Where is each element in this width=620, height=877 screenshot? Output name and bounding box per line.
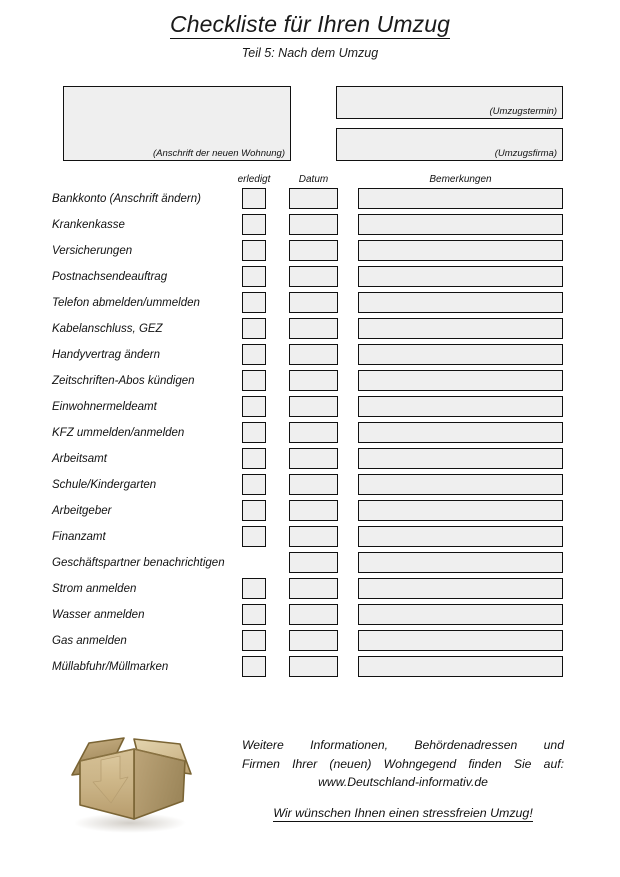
date-input[interactable] (289, 448, 338, 469)
address-field-caption: (Anschrift der neuen Wohnung) (152, 148, 285, 159)
done-checkbox[interactable] (242, 292, 266, 313)
table-row (0, 500, 620, 526)
done-checkbox[interactable] (242, 656, 266, 677)
date-input[interactable] (289, 396, 338, 417)
remarks-input[interactable] (358, 292, 563, 313)
date-input[interactable] (289, 240, 338, 261)
done-checkbox[interactable] (242, 188, 266, 209)
remarks-input[interactable] (358, 240, 563, 261)
table-row (0, 578, 620, 604)
column-header-date: Datum (298, 174, 329, 185)
done-checkbox[interactable] (242, 240, 266, 261)
row-label: Einwohnermeldeamt (52, 401, 157, 413)
page-subtitle: Teil 5: Nach dem Umzug (241, 46, 379, 60)
page-title (0, 10, 620, 38)
moving-date-field-caption: (Umzugstermin) (489, 106, 557, 117)
moving-company-field[interactable] (336, 128, 563, 161)
table-row (0, 292, 620, 318)
remarks-input[interactable] (358, 630, 563, 651)
remarks-input[interactable] (358, 318, 563, 339)
remarks-input[interactable] (358, 578, 563, 599)
moving-date-field[interactable] (336, 86, 563, 119)
remarks-input[interactable] (358, 370, 563, 391)
row-label: Versicherungen (52, 245, 133, 257)
date-input[interactable] (289, 422, 338, 443)
date-input[interactable] (289, 214, 338, 235)
moving-box-icon (58, 727, 198, 839)
table-row (0, 448, 620, 474)
row-label: Postnachsendeauftrag (52, 271, 168, 283)
row-label: Strom anmelden (52, 583, 137, 595)
row-label: Kabelanschluss, GEZ (52, 323, 163, 335)
remarks-input[interactable] (358, 266, 563, 287)
row-label: Arbeitgeber (52, 505, 112, 517)
remarks-input[interactable] (358, 656, 563, 677)
table-row (0, 422, 620, 448)
date-input[interactable] (289, 344, 338, 365)
date-input[interactable] (289, 318, 338, 339)
moving-company-field-caption: (Umzugsfirma) (494, 148, 557, 159)
table-row (0, 240, 620, 266)
row-label: Zeitschriften-Abos kündigen (52, 375, 195, 387)
row-label: Telefon abmelden/ummelden (52, 297, 200, 309)
date-input[interactable] (289, 578, 338, 599)
checklist-rows (0, 188, 620, 682)
address-field[interactable] (63, 86, 291, 161)
table-row (0, 604, 620, 630)
date-input[interactable] (289, 500, 338, 521)
page-title-text: Checkliste für Ihren Umzug (170, 11, 450, 37)
footer-line-2: Firmen Ihrer (neuen) Wohngegend finden Sie auf: (242, 756, 564, 771)
date-input[interactable] (289, 292, 338, 313)
date-input[interactable] (289, 604, 338, 625)
column-header-remarks: Bemerkungen (429, 174, 492, 185)
remarks-input[interactable] (358, 344, 563, 365)
done-checkbox[interactable] (242, 630, 266, 651)
row-label: Arbeitsamt (52, 453, 107, 465)
row-label: KFZ ummelden/anmelden (52, 427, 185, 439)
remarks-input[interactable] (358, 604, 563, 625)
row-label: Schule/Kindergarten (52, 479, 157, 491)
done-checkbox[interactable] (242, 214, 266, 235)
date-input[interactable] (289, 188, 338, 209)
footer-wish-text: Wir wünschen Ihnen einen stressfreien Umzug! (273, 806, 533, 820)
date-input[interactable] (289, 552, 338, 573)
remarks-input[interactable] (358, 474, 563, 495)
row-label: Handyvertrag ändern (52, 349, 161, 361)
date-input[interactable] (289, 656, 338, 677)
column-header-done: erledigt (237, 174, 271, 185)
remarks-input[interactable] (358, 552, 563, 573)
row-label: Müllabfuhr/Müllmarken (52, 661, 169, 673)
date-input[interactable] (289, 526, 338, 547)
table-row (0, 370, 620, 396)
done-checkbox[interactable] (242, 500, 266, 521)
row-label: Krankenkasse (52, 219, 125, 231)
date-input[interactable] (289, 370, 338, 391)
date-input[interactable] (289, 266, 338, 287)
done-checkbox[interactable] (242, 396, 266, 417)
row-label: Gas anmelden (52, 635, 127, 647)
done-checkbox[interactable] (242, 526, 266, 547)
row-label: Wasser anmelden (52, 609, 145, 621)
done-checkbox[interactable] (242, 604, 266, 625)
remarks-input[interactable] (358, 396, 563, 417)
date-input[interactable] (289, 630, 338, 651)
remarks-input[interactable] (358, 448, 563, 469)
row-label: Bankkonto (Anschrift ändern) (52, 193, 201, 205)
table-row (0, 526, 620, 552)
remarks-input[interactable] (358, 214, 563, 235)
table-row (0, 318, 620, 344)
done-checkbox[interactable] (242, 448, 266, 469)
remarks-input[interactable] (358, 500, 563, 521)
table-row (0, 266, 620, 292)
remarks-input[interactable] (358, 422, 563, 443)
table-row (0, 214, 620, 240)
table-row (0, 552, 620, 578)
table-row (0, 630, 620, 656)
table-row (0, 474, 620, 500)
done-checkbox[interactable] (242, 266, 266, 287)
done-checkbox[interactable] (242, 422, 266, 443)
footer-paragraph (242, 736, 564, 792)
remarks-input[interactable] (358, 188, 563, 209)
date-input[interactable] (289, 474, 338, 495)
table-row (0, 188, 620, 214)
done-checkbox[interactable] (242, 344, 266, 365)
footer-website: www.Deutschland-informativ.de (318, 775, 488, 789)
footer-wish (242, 806, 564, 820)
row-label: Finanzamt (52, 531, 106, 543)
table-row (0, 396, 620, 422)
footer-line-1: Weitere Informationen, Behördenadressen und (242, 738, 564, 752)
table-row (0, 344, 620, 370)
row-label: Geschäftspartner benachrichtigen (52, 557, 225, 569)
remarks-input[interactable] (358, 526, 563, 547)
done-checkbox[interactable] (242, 474, 266, 495)
done-checkbox[interactable] (242, 318, 266, 339)
done-checkbox[interactable] (242, 370, 266, 391)
table-row (0, 656, 620, 682)
done-checkbox[interactable] (242, 578, 266, 599)
